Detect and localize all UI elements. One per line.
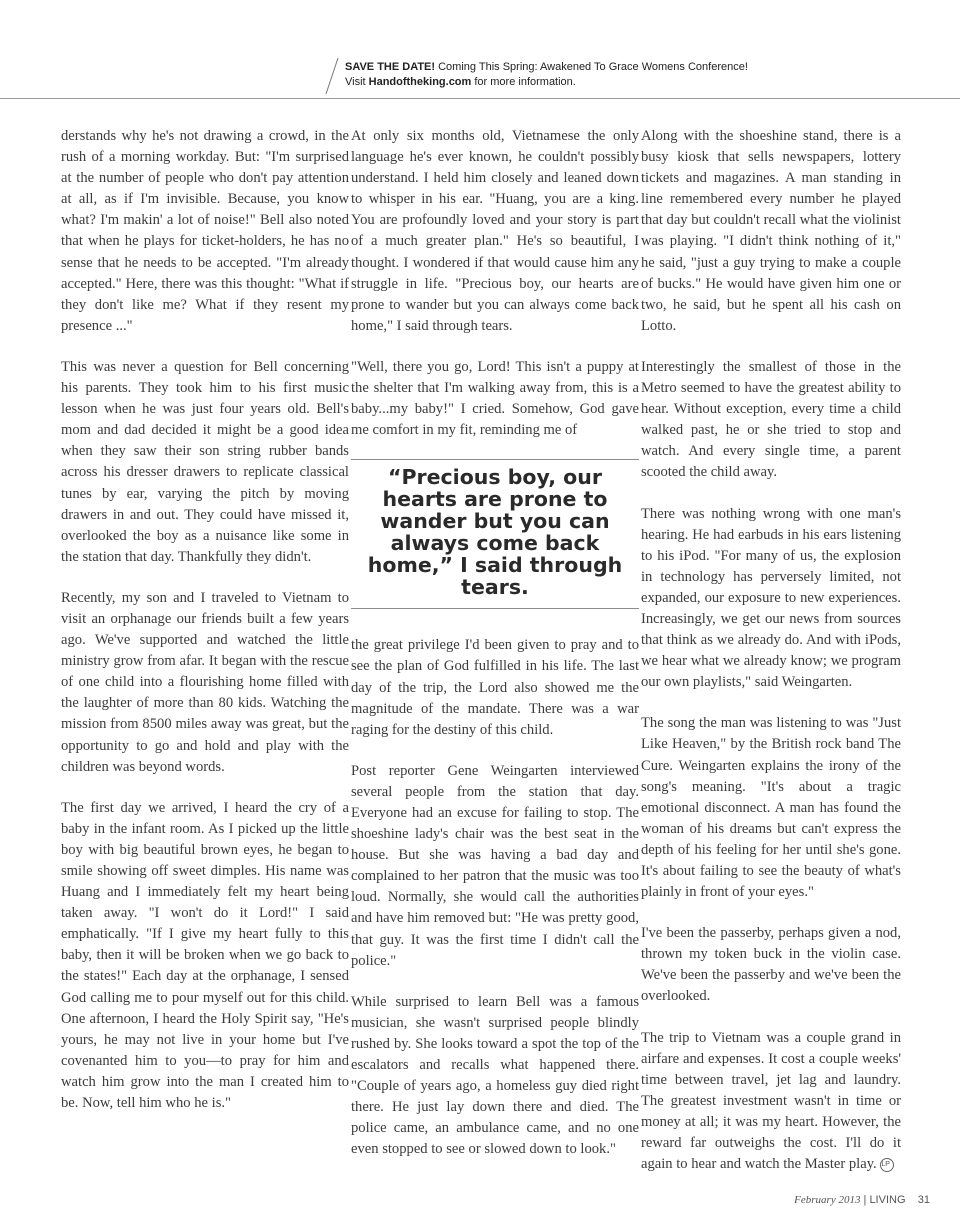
banner-message: Coming This Spring: Awakened To Grace Womens Conference!: [435, 61, 748, 73]
paragraph: Interestingly the smallest of those in the Metro seemed to have the greatest ability to hear. Without exception, every time a child walked past, he or she tried to stop and watch. And every single time, a parent scooted the child away.: [641, 358, 901, 481]
banner-text: [345, 60, 748, 89]
paragraph: [641, 1028, 901, 1176]
website-link[interactable]: Handoftheking.com: [368, 75, 472, 88]
footer-separator: |: [860, 1194, 870, 1206]
paragraph: At only six months old, Vietnamese the only language he's ever known, he couldn't possibly understand. I held him closely and leaned down to whisper in his ear. "Huang, you are a king. You are profoundly loved and your story is part of a much greater plan." He's so beautiful, I thought. I wondered if that would cause him any struggle in life. "Precious boy, our hearts are prone to wander but you can always come back home," I said through tears.: [351, 128, 639, 334]
paragraph: the great privilege I'd been given to pray and to see the plan of God fulfilled in his life. The last day of the trip, the Lord also showed me the magnitude of the mandate. There was a war raging for the destiny of this child.: [351, 637, 639, 738]
slash-divider: [318, 56, 344, 96]
paragraph: Post reporter Gene Weingarten interviewed several people from the station that day. Everyone had an excuse for failing to stop. The shoeshine lady's chair was the best seat in the house. But she was having a bad day and complained to her patron that the music was too loud. Normally, she would call the authorities and have him removed but: "He was pretty good, that guy. It was the first time I didn't call the police.": [351, 762, 639, 969]
paragraph: Along with the shoeshine stand, there is a busy kiosk that sells newspapers, lottery tickets and magazines. A man standing in line remembered every number he played that day but couldn't recall what the violinist was playing. "I didn't think nothing of it," he said, "just a guy trying to make a couple of bucks." He would have given him one or two, he said, but he spent all his cash on Lotto.: [641, 128, 901, 334]
paragraph: The first day we arrived, I heard the cry of a baby in the infant room. As I picked up the little boy with big beautiful brown eyes, he began to smile showing off sweet dimples. His name was Huang and I immediately felt my heart being taken away. "I won't do it Lord!" I said emphatically. "If I give my heart fully to this baby, then it will be broken when we go back to the states!" Each day at the orphanage, I sensed God calling me to pour myself out for this child. One afternoon, I heard the Holy Spirit say, "He's yours, he may not live in your home but I've covenanted him to you—to pray for him and watch him grow into the man I created him to be. Now, tell him who he is.": [61, 799, 349, 1112]
paragraph: The song the man was listening to was "Just Like Heaven," by the British rock band The Cure. Weingarten explains the irony of the song's meaning. "It's about a tragic emotional disconnect. A man has found the woman of his dreams but can't express the depth of his feeling for her until she's gone. It's about failing to see the beauty of what's plainly in front of your eyes.": [641, 715, 901, 901]
visit-suffix: for more information.: [471, 75, 576, 88]
paragraph: derstands why he's not drawing a crowd, in the rush of a morning workday. But: "I'm surprised at the number of people who don't pay attention at all, as if I'm invisible. Because, you know what? I'm makin' a lot of noise!" Bell also noted that when he plays for ticket-holders, he has no sense that he needs to be accepted. "I'm already accepted." Here, there was this thought: "What if they don't like me? What if they resent my presence ...": [61, 128, 349, 334]
article-column-1: [61, 126, 349, 1134]
end-mark-icon: LP: [880, 1158, 894, 1172]
paragraph: Recently, my son and I traveled to Vietnam to visit an orphanage our friends built a few years ago. We've supported and watched the little ministry grow from afar. It began with the rescue of one child into a flourishing home filled with the laughter of more than 80 kids. Watching the mission from 8500 miles away was great, but the opportunity to go and hold and play with the children was beyond words.: [61, 589, 349, 775]
paragraph: "Well, there you go, Lord! This isn't a puppy at the shelter that I'm walking away from, this is a baby...my baby!" I cried. Somehow, God gave me comfort in my fit, reminding me of: [351, 358, 639, 439]
issue-date: February 2013: [794, 1194, 861, 1206]
paragraph: While surprised to learn Bell was a famous musician, she wasn't surprised people blindly rushed by. She looks toward a spot the top of the escalators and recalls what happened there. "Couple of years ago, a homeless guy died right there. He just lay down there and died. The police came, an ambulance came, and no one even stopped to see or slowed down to look.": [351, 993, 639, 1158]
paragraph: There was nothing wrong with one man's hearing. He had earbuds in his ears listening to his iPod. "For many of us, the explosion in technology has perversely limited, not expanded, our exposure to new experiences. Increasingly, we get our news from sources that think as we already do. And with iPods, we hear what we already know; we program our own playlists," said Weingarten.: [641, 505, 901, 691]
paragraph: I've been the passerby, perhaps given a nod, thrown my token buck in the violin case. We've been the passerby and we've been the overlooked.: [641, 925, 901, 1005]
article-column-3: [641, 126, 901, 1195]
event-banner: [0, 0, 960, 99]
visit-prefix: Visit: [345, 75, 369, 88]
article-column-2: [351, 126, 639, 1180]
paragraph: This was never a question for Bell concerning his parents. They took him to his first music lesson when he was just four years old. Bell's mom and dad decided it might be a good idea when they saw their son string rubber bands across his dresser drawers to replicate classical tunes by ear, varying the pitch by moving drawers in and out. They could have missed it, overlooked the boy as a nuisance like some in the station that day. Thankfully they didn't.: [61, 358, 349, 565]
page-footer: [794, 1194, 930, 1206]
save-the-date-label: SAVE THE DATE!: [345, 61, 436, 73]
pull-quote: “Precious boy, our hearts are prone to wander but you can always come back home,” I said through tears.: [351, 459, 639, 609]
page-number: 31: [917, 1194, 930, 1206]
final-paragraph-text: The trip to Vietnam was a couple grand in airfare and expenses. It cost a couple weeks' time between travel, jet lag and laundry. The greatest investment wasn't in time or money at all; it was my heart. However, the reward far outweighs the cost. I'll do it again to hear and watch the Master play.: [641, 1029, 901, 1173]
section-name: LIVING: [869, 1194, 906, 1206]
